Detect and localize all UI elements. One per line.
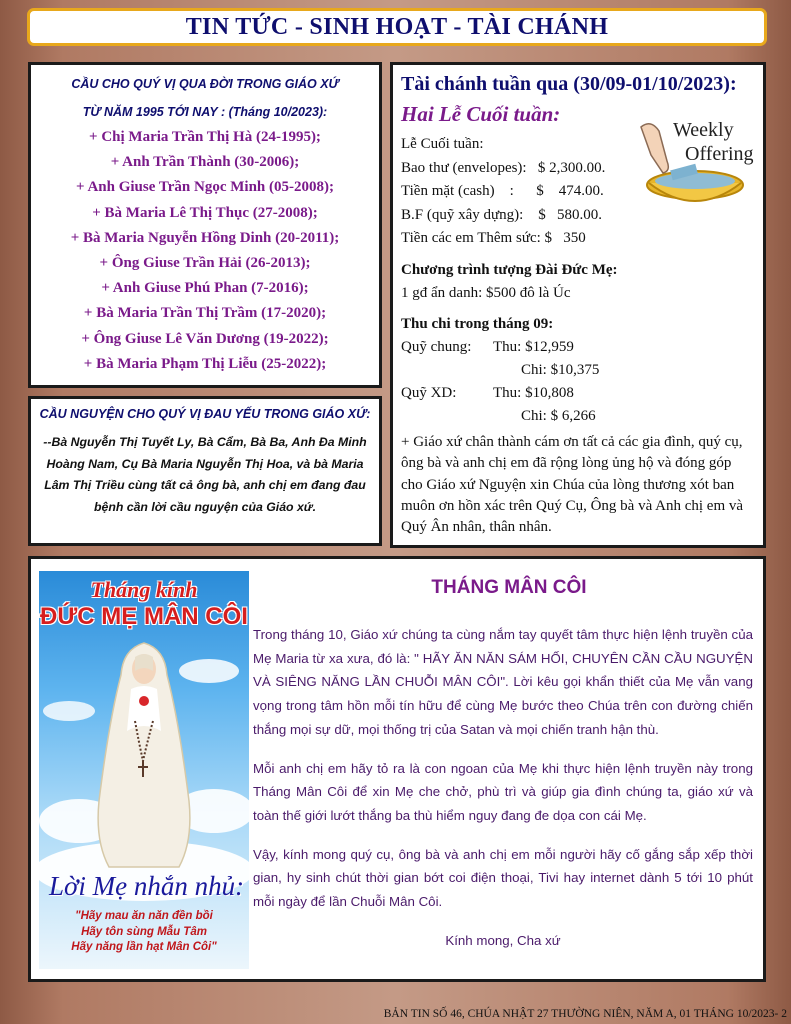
memorial-heading: CẦU CHO QUÝ VỊ QUA ĐỜI TRONG GIÁO XỨ	[71, 77, 339, 91]
rosary-paragraph: Mỗi anh chị em hãy tỏ ra là con ngoan của Mẹ khi thực hiện lệnh truyền này trong Tháng Mân Côi để xin Mẹ che chở, phù trì và giúp gia đình chúng ta, giáo xứ và toàn thế giới lướt thắng ba thù hiểm nguy đang đe dọa con cái Mẹ.	[253, 760, 753, 823]
poster-title-line2: ĐỨC MẸ MÂN CÔI	[40, 603, 248, 630]
building-fund-line: B.F (quỹ xây dựng): $ 580.00.	[401, 206, 603, 223]
page-title: TIN TỨC - SINH HOẠT - TÀI CHÁNH	[27, 8, 767, 46]
list-item: + Bà Maria Lê Thị Thục (27-2008);	[92, 204, 318, 221]
rosary-signature: Kính mong, Cha xứ	[445, 932, 561, 948]
sick-prayer-panel	[28, 396, 382, 546]
list-item: + Chị Maria Trần Thị Hà (24-1995);	[89, 129, 321, 145]
envelopes-line: Bao thư (envelopes): $ 2,300.00.	[401, 159, 606, 176]
finance-title: Tài chánh tuần qua (30/09-01/10/2023):	[401, 73, 737, 95]
footer-issue-info: BẢN TIN SỐ 46, CHÚA NHẬT 27 THƯỜNG NIÊN, NĂM A, 01 THÁNG 10/2023- 2	[383, 1008, 787, 1020]
confirmation-line: Tiền các em Thêm sức: $ 350	[401, 230, 586, 246]
poster-quote-line: Hãy tôn sùng Mẫu Tâm	[81, 925, 207, 938]
statue-heading: Chương trình tượng Đài Đức Mẹ:	[401, 261, 618, 278]
weekend-label: Lễ Cuối tuần:	[401, 136, 484, 152]
rosary-paragraph: Vậy, kính mong quý cụ, ông bà và anh chị em mỗi người hãy cố gắng sắp xếp thời gian, hy sinh chút thời gian bớt coi điện thoại, Tivi hay internet dành 5 tới 10 phút mỗi ngày để lần Chuỗi Mân Côi.	[253, 846, 753, 910]
general-fund-label: Quỹ chung:	[401, 339, 472, 355]
rosary-paragraph: Trong tháng 10, Giáo xứ chúng ta cùng nắm tay quyết tâm thực hiện lệnh truyền của Mẹ Maria từ xa xưa, đó là: " HÃY ĂN NĂN SÁM HỐI, CHUYÊN CẦN CẦU NGUYỆN VÀ SIÊNG NĂNG LẦN CHUỖI MÂN CÔI". Lời kêu gọi khẩn thiết của Mẹ vẫn vang vọng trong tâm hồn mỗi tín hữu để cùng Mẹ bước theo Chúa trên con đường chiến thắng mọi sự dữ, mọi thống trị của Satan và mọi chiến tranh hận thù.	[253, 627, 753, 737]
memorial-subheading: TỪ NĂM 1995 TỚI NAY : (Tháng 10/2023):	[82, 105, 328, 119]
sick-body: --Bà Nguyễn Thị Tuyết Ly, Bà Cẩm, Bà Ba, Anh Đa Minh Hoàng Nam, Cụ Bà Maria Nguyễn Thị Hoa, và bà Maria Lâm Thị Triều cùng tất cả ông bà, anh chị em đang đau bệnh cần lời cầu nguyện của Giáo xứ.	[43, 435, 367, 514]
general-fund-income: Thu: $12,959	[493, 339, 574, 355]
building-fund-label: Quỹ XD:	[401, 385, 457, 401]
weekly-label: Weekly	[673, 119, 734, 141]
poster-quote-line: "Hãy mau ăn năn đền bồi	[75, 910, 213, 922]
memorial-list	[37, 125, 373, 377]
general-fund-expense: Chi: $10,375	[521, 362, 600, 378]
list-item: + Bà Maria Nguyễn Hồng Dinh (20-2011);	[70, 229, 340, 246]
statue-line: 1 gđ ẩn danh: $500 đô là Úc	[401, 284, 571, 301]
building-fund-income: Thu: $10,808	[493, 385, 574, 401]
poster-quote	[39, 909, 249, 956]
building-fund-expense: Chi: $ 6,266	[521, 408, 596, 424]
list-item: + Anh Giuse Trần Ngọc Minh (05-2008);	[75, 179, 334, 196]
sick-heading: CẦU NGUYỆN CHO QUÝ VỊ ĐAU YẾU TRONG GIÁO XỨ:	[39, 407, 371, 421]
offering-label: Offering	[685, 143, 754, 165]
list-item: + Ông Giuse Trần Hải (26-2013);	[99, 255, 311, 272]
list-item: + Bà Maria Phạm Thị Liễu (25-2022);	[83, 355, 327, 372]
cash-line: Tiền mặt (cash) : $ 474.00.	[401, 183, 604, 199]
list-item: + Ông Giuse Lê Văn Dương (19-2022);	[81, 330, 329, 347]
poster-quote-line: Hãy năng lần hạt Mân Côi"	[71, 941, 217, 953]
monthly-heading: Thu chi trong tháng 09:	[401, 316, 554, 332]
rosary-article	[253, 623, 753, 967]
poster-title-line1: Tháng kính	[90, 577, 198, 602]
poster-quote-heading: Lời Mẹ nhắn nhủ:	[49, 871, 245, 901]
list-item: + Anh Trần Thành (30-2006);	[110, 154, 300, 171]
finance-panel	[390, 62, 766, 548]
list-item: + Anh Giuse Phú Phan (7-2016);	[101, 280, 309, 297]
list-item: + Bà Maria Trần Thị Trầm (17-2020);	[83, 305, 327, 322]
thanks-note: + Giáo xứ chân thành cám ơn tất cả các gia đình, quý cụ, ông bà và anh chị em đã rộng lòng ủng hộ và đóng góp cho Giáo xứ Nguyện xin Chúa của lòng thương xót ban muôn ơn hồn xác trên Quý Cụ, Ông bà và Anh chị em và Quý Ân nhân, thân nhân.	[401, 434, 744, 536]
rosary-panel	[28, 556, 766, 982]
finance-subtitle: Hai Lễ Cuối tuần:	[401, 102, 561, 126]
our-lady-poster	[39, 571, 249, 969]
weekly-offering-icon	[637, 115, 754, 213]
memorial-panel	[28, 62, 382, 388]
rosary-title: THÁNG MÂN CÔI	[431, 577, 587, 598]
